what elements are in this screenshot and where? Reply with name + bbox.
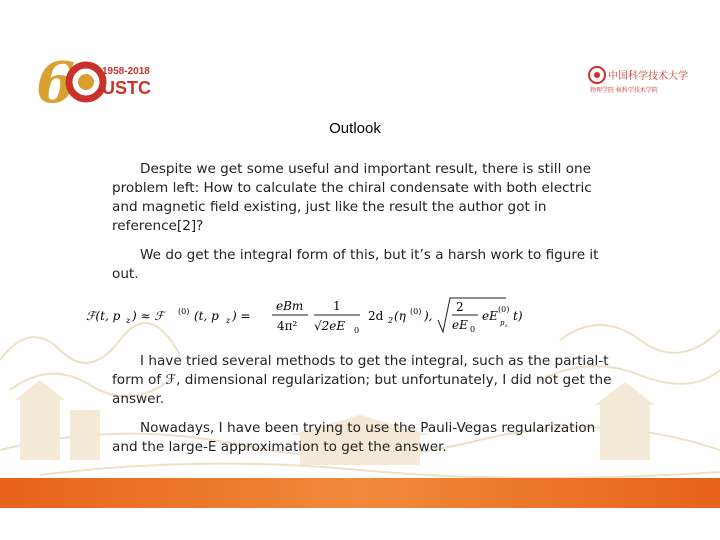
paragraph-integral-form: We do get the integral form of this, but it’s a harsh work to figure it out. (112, 247, 599, 282)
paragraph-nowadays: Nowadays, I have been trying to use the Pauli-Vegas regularization and the large-E approximation to get the answer. (112, 420, 596, 455)
formula-sup0: (0) (178, 307, 190, 316)
svg-text:6: 6 (36, 52, 75, 116)
sqrt-numerator: 2 (456, 300, 464, 314)
formula-term: 2d (368, 309, 384, 323)
formula-tail-sub: p (500, 319, 505, 327)
paragraph-problem: Despite we get some useful and important result, there is still one problem left: How to calculate the chiral condensate with both electric and magnetic field existing, just like the result the author got in reference[2]? (112, 161, 592, 234)
frac2-numerator: 1 (333, 299, 341, 313)
university-name: 中国科学技术大学 (608, 71, 688, 82)
slide-title: Outlook (329, 120, 381, 137)
formula-term-close: ), (424, 309, 433, 323)
ustc-60-anniversary-logo (36, 52, 156, 118)
slide-body (86, 160, 612, 467)
frac1-denominator: 4π² (277, 319, 298, 333)
formula-mid: (t, p (194, 309, 219, 323)
sqrt-denominator: eE (452, 318, 468, 332)
university-logo (588, 64, 688, 94)
formula-term-arg-sup: (0) (410, 307, 422, 316)
frac2-denominator-sub: 0 (354, 326, 360, 335)
logo-years: 1958-2018 (102, 66, 150, 77)
formula-lhs: ℱ(t, p (86, 309, 121, 323)
formula-tail-sub2: z (505, 323, 508, 329)
logo-name: USTC (102, 78, 151, 98)
formula-tail-end: t) (513, 309, 523, 323)
frac1-numerator: eBm (276, 299, 304, 313)
formula-lhs-sub: z (126, 316, 131, 325)
formula-tail: eE (482, 309, 498, 323)
formula-approx: ) ≈ ℱ (132, 309, 164, 323)
sqrt-denominator-sub: 0 (470, 325, 476, 334)
formula-eq: ) = (232, 309, 251, 323)
formula-mid-sub: z (226, 316, 231, 325)
formula-term-sub: 2 (388, 316, 394, 325)
formula-tail-sup: (0) (498, 305, 510, 314)
formula-term-arg: (η (394, 309, 406, 323)
frac2-denominator: √2eE (314, 319, 346, 333)
paragraph-methods: I have tried several methods to get the integral, such as the partial-t form of ℱ, dimensional regularization; but unfortunately, I did not get the answer. (112, 353, 612, 407)
university-subtitle: 物理学院 核科学技术学院 (590, 87, 658, 94)
formula (86, 294, 612, 338)
footer-bar (0, 478, 720, 508)
